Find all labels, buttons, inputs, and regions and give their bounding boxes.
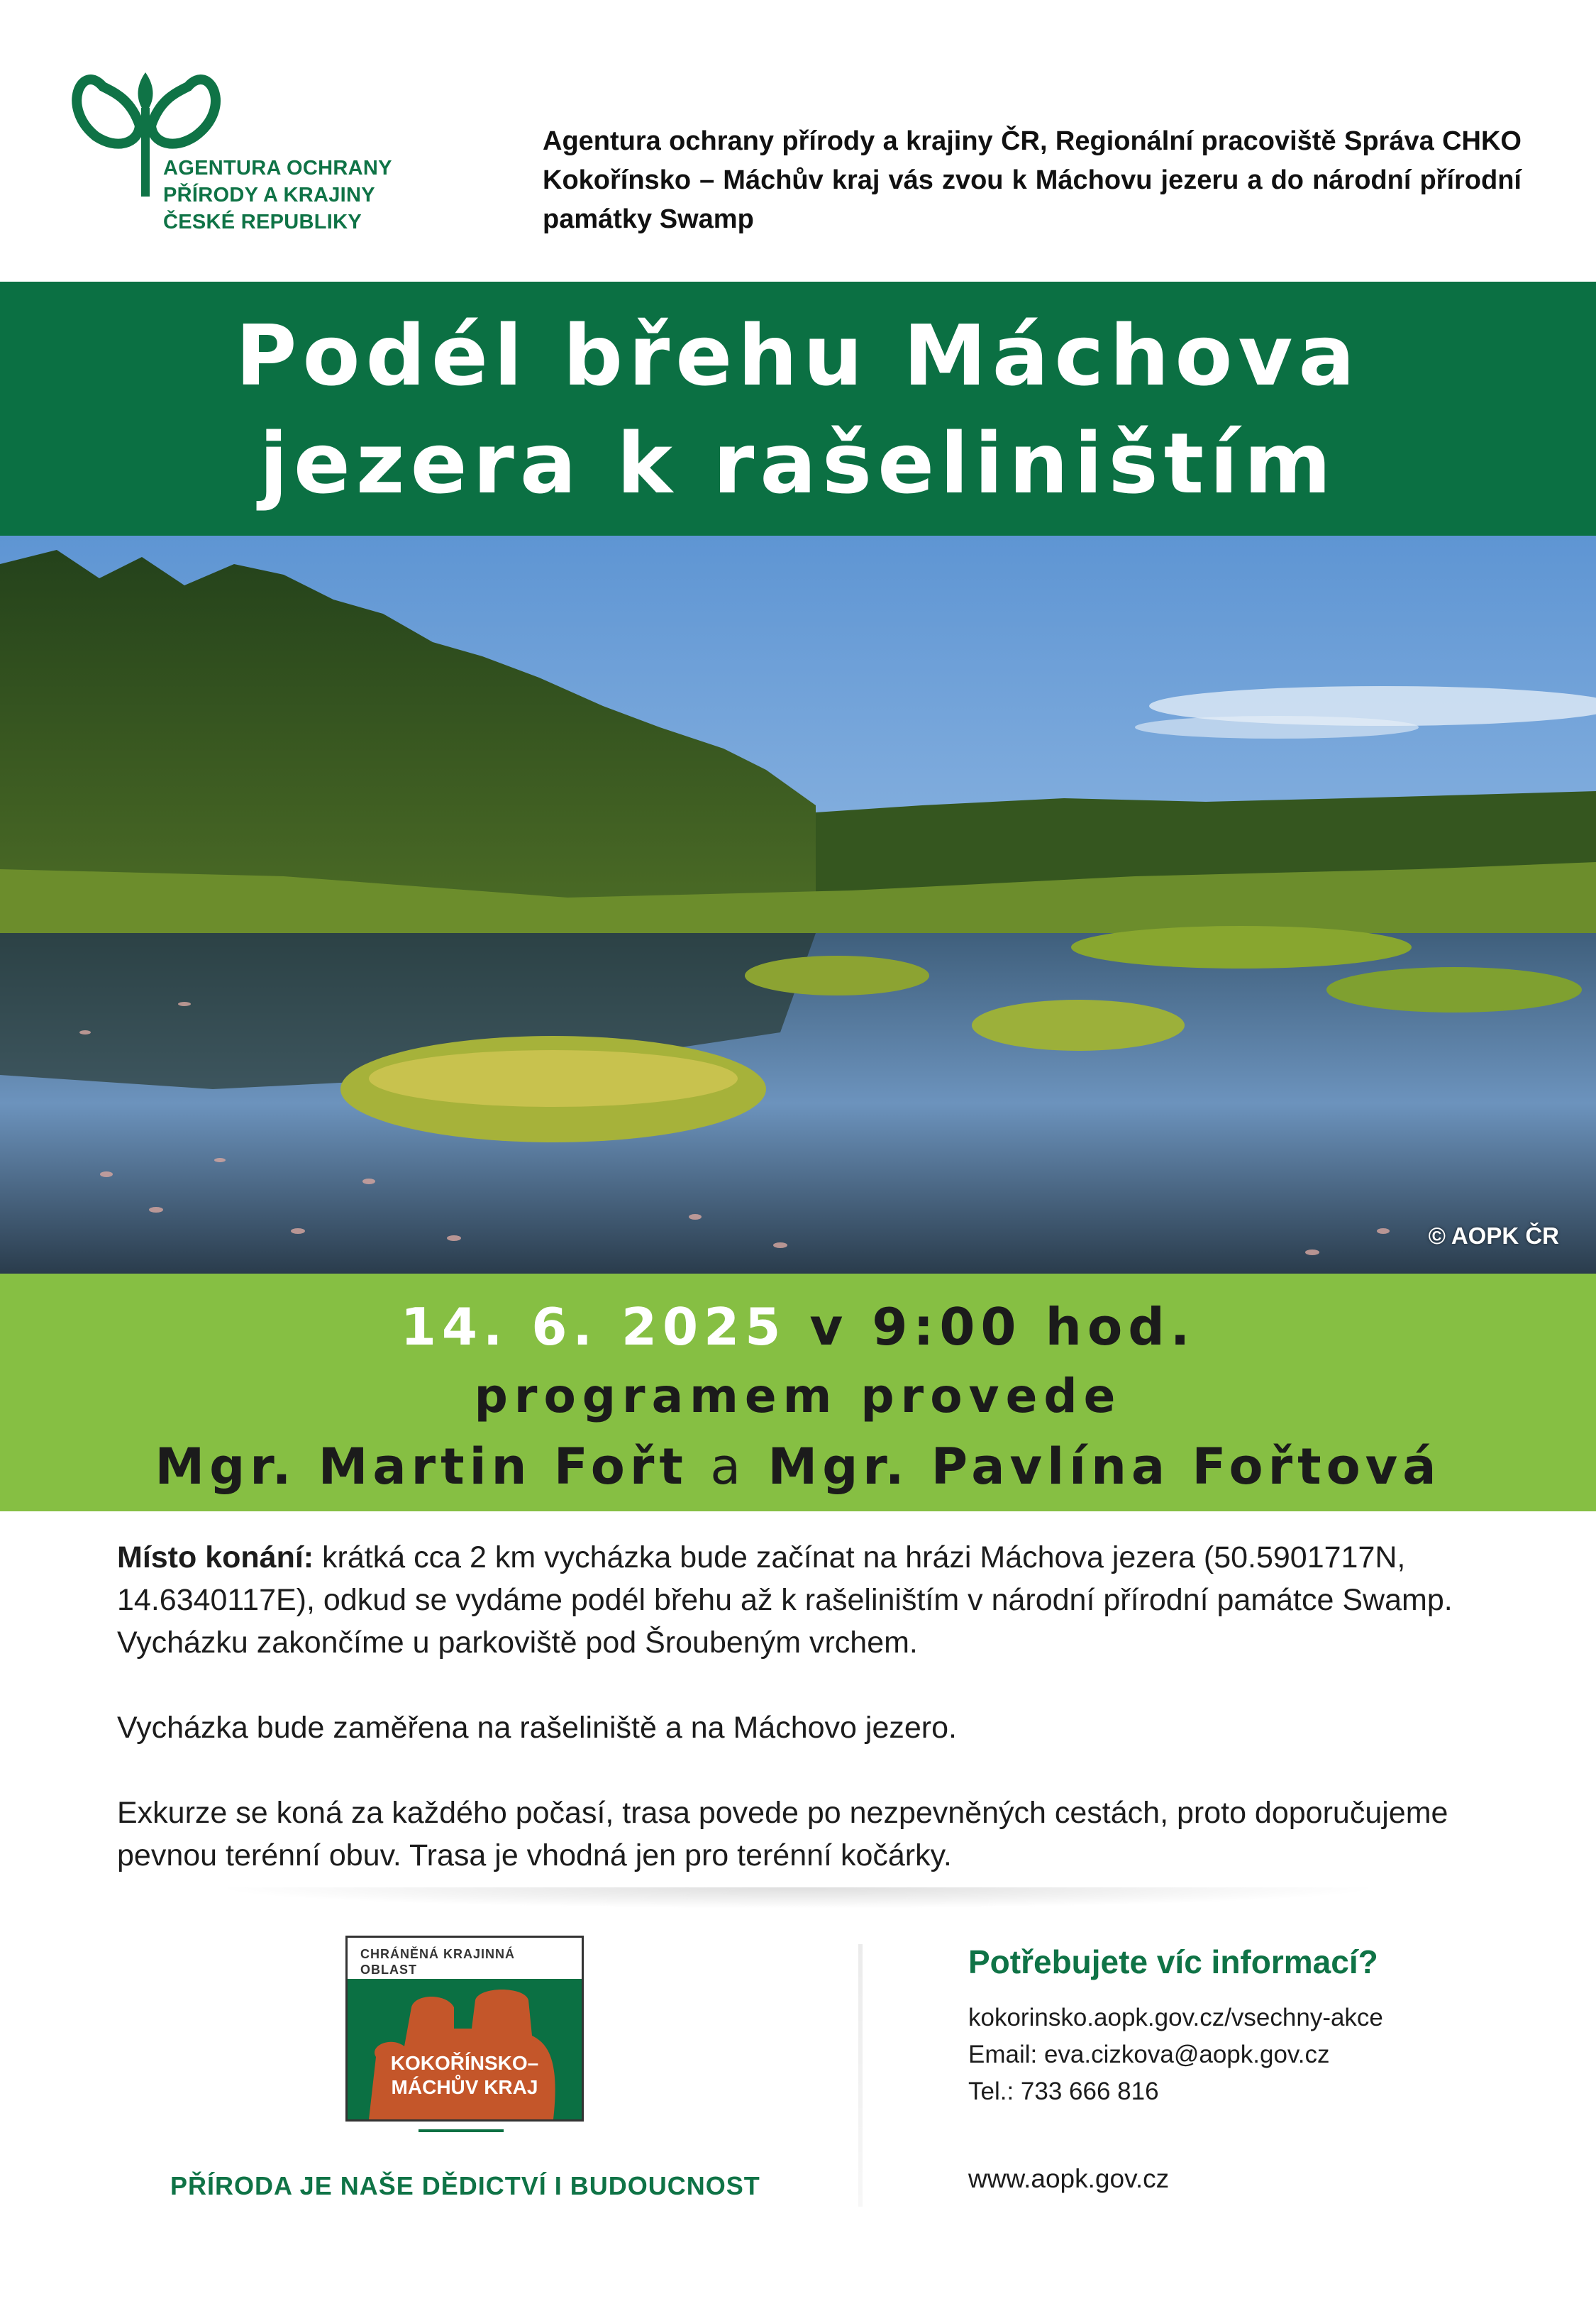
guides-conjunction: a xyxy=(710,1438,746,1496)
info-title: Potřebujete víc informací? xyxy=(968,1943,1378,1980)
logo-line-3: ČESKÉ REPUBLIKY xyxy=(163,211,362,233)
motto: PŘÍRODA JE NAŠE DĚDICTVÍ I BUDOUCNOST xyxy=(170,2171,760,2200)
date-line xyxy=(0,1274,1596,1362)
place-paragraph xyxy=(117,1536,1479,1664)
info-email[interactable]: Email: eva.cizkova@aopk.gov.cz xyxy=(968,2041,1330,2068)
footer-vertical-divider xyxy=(858,1944,863,2207)
weather-paragraph: Exkurze se koná za každého počasí, trasa povede po nezpevněných cestách, proto doporučujeme pevnou terénní obuv. Trasa je vhodná jen pro terénní kočárky. xyxy=(117,1796,1448,1872)
guide-2: Mgr. Pavlína Fořtová xyxy=(767,1438,1441,1496)
aopk-logo-text xyxy=(163,155,419,236)
date-banner xyxy=(0,1274,1596,1511)
title-line-2: jezera k rašeliništím xyxy=(259,414,1337,512)
place-text: krátká cca 2 km vycházka bude začínat na hrázi Máchova jezera (50.5901717N, 14.6340117E), odkud se vydáme podél břehu až k rašeliništím v národní přírodní památce Swamp. Vycházku zakončíme u parkoviště pod Šroubeným vrchem. xyxy=(117,1540,1453,1660)
chko-logo xyxy=(345,1936,584,2122)
info-url-link[interactable]: kokorinsko.aopk.gov.cz/vsechny-akce xyxy=(968,2004,1383,2031)
place-label: Místo konání: xyxy=(117,1540,314,1574)
logo-line-1: AGENTURA OCHRANY xyxy=(163,157,392,180)
event-time: v 9:00 hod. xyxy=(809,1297,1196,1357)
guides-line xyxy=(0,1431,1596,1502)
info-phone: Tel.: 733 666 816 xyxy=(968,2078,1159,2105)
intro-text: Agentura ochrany přírody a krajiny ČR, Regionální pracoviště Správa CHKO Kokořínsko – Máchův kraj vás zvou k Máchovu jezeru a do národní přírodní památky Swamp xyxy=(543,126,1522,234)
chko-name-line-1: KOKOŘÍNSKO– xyxy=(390,2052,539,2074)
footer-separator-shadow xyxy=(213,1887,1383,1909)
photo-credit: © AOPK ČR xyxy=(1428,1223,1559,1249)
title-banner xyxy=(0,282,1596,536)
chko-logo-underline xyxy=(419,2129,504,2132)
guide-1: Mgr. Martin Fořt xyxy=(155,1438,688,1496)
swamp-landscape-image xyxy=(0,536,1596,1274)
chko-logo-name xyxy=(348,2051,582,2100)
chko-logo-top-text xyxy=(360,1946,515,1977)
event-date: 14. 6. 2025 xyxy=(400,1297,787,1357)
event-description xyxy=(117,1536,1479,1919)
chko-top-line-1: CHRÁNĚNÁ KRAJINNÁ xyxy=(360,1947,516,1961)
title-line-1: Podél břehu Máchova xyxy=(235,307,1361,404)
logo-line-2: PŘÍRODY A KRAJINY xyxy=(163,184,375,206)
program-line: programem provede xyxy=(474,1369,1122,1423)
chko-name-line-2: MÁCHŮV KRAJ xyxy=(391,2076,538,2098)
landscape-photo xyxy=(0,536,1596,1274)
chko-top-line-2: OBLAST xyxy=(360,1963,417,1977)
focus-paragraph: Vycházka bude zaměřena na rašeliniště a na Máchovo jezero. xyxy=(117,1711,957,1745)
website-link[interactable]: www.aopk.gov.cz xyxy=(968,2164,1170,2193)
contact-info xyxy=(968,1999,1383,2110)
